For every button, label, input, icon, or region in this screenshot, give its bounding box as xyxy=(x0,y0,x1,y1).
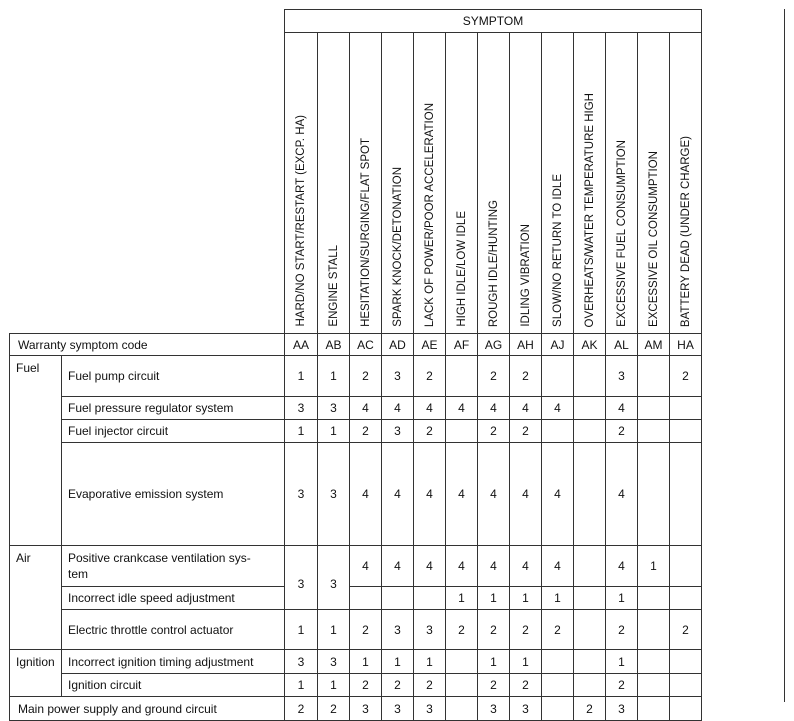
symptom-value-cell xyxy=(638,420,670,443)
symptom-value-cell: 4 xyxy=(446,443,478,546)
category-air: Air xyxy=(10,546,62,650)
symptom-value-cell: 1 xyxy=(285,420,318,443)
symptom-value-cell xyxy=(638,356,670,397)
symptom-value-cell xyxy=(446,356,478,397)
symptom-value-cell: 1 xyxy=(414,650,446,674)
symptom-value-cell xyxy=(670,420,702,443)
warranty-code: AE xyxy=(414,334,446,356)
symptom-value-cell: 2 xyxy=(478,674,510,697)
symptom-value-cell: 4 xyxy=(382,546,414,587)
symptom-value-cell xyxy=(382,587,414,610)
symptom-column-header xyxy=(510,33,542,334)
table-row xyxy=(10,650,702,674)
symptom-value-cell xyxy=(638,397,670,420)
symptom-value-cell: 3 xyxy=(478,697,510,721)
symptom-column-header xyxy=(414,33,446,334)
symptom-value-cell: 2 xyxy=(510,356,542,397)
symptom-column-header xyxy=(318,33,350,334)
row-label: Main power supply and ground circuit xyxy=(10,697,285,721)
symptom-value-cell: 3 xyxy=(382,420,414,443)
symptom-column-header xyxy=(446,33,478,334)
symptom-value-cell: 2 xyxy=(446,610,478,650)
symptom-value-cell: 2 xyxy=(414,674,446,697)
symptom-value-cell: 2 xyxy=(606,674,638,697)
symptom-value-cell: 1 xyxy=(446,587,478,610)
symptom-value-cell: 4 xyxy=(542,397,574,420)
symptom-column-header xyxy=(350,33,382,334)
symptom-value-cell xyxy=(574,674,606,697)
symptom-value-cell: 2 xyxy=(670,610,702,650)
row-label: Fuel pump circuit xyxy=(62,356,285,397)
symptom-value-cell xyxy=(542,650,574,674)
symptom-value-cell xyxy=(574,610,606,650)
symptom-value-cell: 4 xyxy=(478,397,510,420)
symptom-value-cell: 4 xyxy=(382,397,414,420)
warranty-code: AC xyxy=(350,334,382,356)
row-label: Ignition circuit xyxy=(62,674,285,697)
row-label: Fuel injector circuit xyxy=(62,420,285,443)
symptom-value-cell: 2 xyxy=(318,697,350,721)
warranty-code: AF xyxy=(446,334,478,356)
symptom-column-header xyxy=(382,33,414,334)
symptom-value-cell: 2 xyxy=(606,610,638,650)
symptom-value-cell: 1 xyxy=(606,650,638,674)
symptom-value-cell xyxy=(670,397,702,420)
symptom-name: HIGH IDLE/LOW IDLE xyxy=(455,211,468,327)
table-right-rule xyxy=(784,9,785,702)
symptom-value-cell xyxy=(574,356,606,397)
symptom-value-cell: 2 xyxy=(574,697,606,721)
symptom-value-cell: 3 xyxy=(510,697,542,721)
symptom-value-cell xyxy=(638,650,670,674)
symptom-value-cell: 2 xyxy=(350,356,382,397)
symptom-name: HESITATION/SURGING/FLAT SPOT xyxy=(359,138,372,327)
table-row xyxy=(10,397,702,420)
symptom-name: EXCESSIVE FUEL CONSUMPTION xyxy=(615,140,628,327)
symptom-value-cell: 4 xyxy=(542,443,574,546)
warranty-code: AL xyxy=(606,334,638,356)
symptom-value-cell xyxy=(574,443,606,546)
symptom-value-cell xyxy=(638,587,670,610)
table-row xyxy=(10,697,702,721)
symptom-header: SYMPTOM xyxy=(285,10,702,33)
symptom-value-cell xyxy=(670,674,702,697)
symptom-value-cell: 3 xyxy=(382,610,414,650)
symptom-value-cell: 4 xyxy=(606,443,638,546)
symptom-value-cell: 1 xyxy=(478,587,510,610)
symptom-value-cell: 2 xyxy=(478,420,510,443)
symptom-value-cell: 4 xyxy=(414,546,446,587)
symptom-value-cell: 2 xyxy=(414,356,446,397)
symptom-value-cell: 2 xyxy=(478,610,510,650)
symptom-value-cell: 2 xyxy=(350,420,382,443)
symptom-value-cell xyxy=(446,697,478,721)
row-label: Fuel pressure regulator system xyxy=(62,397,285,420)
symptom-value-cell: 3 xyxy=(414,610,446,650)
category-ignition: Ignition xyxy=(10,650,62,697)
symptom-column-header xyxy=(478,33,510,334)
symptom-value-cell: 1 xyxy=(285,674,318,697)
symptom-value-cell xyxy=(350,587,382,610)
table-corner xyxy=(10,10,285,334)
symptom-name: IDLING VIBRATION xyxy=(519,224,532,327)
symptom-name: EXCESSIVE OIL CONSUMPTION xyxy=(647,151,660,327)
symptom-column-header xyxy=(542,33,574,334)
table-row xyxy=(10,546,702,587)
symptom-value-cell: 2 xyxy=(510,674,542,697)
symptom-value-cell: 2 xyxy=(350,674,382,697)
symptom-value-cell: 2 xyxy=(606,420,638,443)
symptom-value-cell xyxy=(574,397,606,420)
symptom-value-cell xyxy=(446,650,478,674)
row-label: Incorrect idle speed adjustment xyxy=(62,587,285,610)
table-row xyxy=(10,443,702,546)
warranty-code: AH xyxy=(510,334,542,356)
symptom-name: SLOW/NO RETURN TO IDLE xyxy=(551,174,564,327)
symptom-value-cell: 4 xyxy=(350,397,382,420)
symptom-value-cell: 1 xyxy=(606,587,638,610)
symptom-value-cell xyxy=(574,587,606,610)
symptom-value-cell: 2 xyxy=(510,610,542,650)
symptom-name: SPARK KNOCK/DETONATION xyxy=(391,167,404,327)
symptom-value-cell xyxy=(638,610,670,650)
symptom-value-cell xyxy=(574,546,606,587)
symptom-value-cell: 1 xyxy=(638,546,670,587)
symptom-value-cell: 4 xyxy=(478,443,510,546)
symptom-value-cell: 3 xyxy=(285,546,318,610)
symptom-value-cell: 4 xyxy=(510,443,542,546)
symptom-name: LACK OF POWER/POOR ACCELERATION xyxy=(423,102,436,327)
symptom-value-cell xyxy=(542,674,574,697)
warranty-code: AB xyxy=(318,334,350,356)
symptom-value-cell xyxy=(670,697,702,721)
symptom-value-cell xyxy=(670,443,702,546)
symptom-value-cell: 3 xyxy=(606,697,638,721)
symptom-value-cell: 1 xyxy=(318,674,350,697)
symptom-value-cell: 1 xyxy=(285,610,318,650)
symptom-column-header xyxy=(638,33,670,334)
category-fuel: Fuel xyxy=(10,356,62,546)
symptom-value-cell: 3 xyxy=(414,697,446,721)
symptom-value-cell: 2 xyxy=(382,674,414,697)
symptom-value-cell xyxy=(574,650,606,674)
symptom-value-cell: 1 xyxy=(478,650,510,674)
symptom-value-cell: 3 xyxy=(285,650,318,674)
symptom-value-cell: 3 xyxy=(382,356,414,397)
symptom-value-cell xyxy=(638,443,670,546)
symptom-value-cell: 2 xyxy=(670,356,702,397)
symptom-value-cell: 1 xyxy=(350,650,382,674)
symptom-value-cell xyxy=(670,546,702,587)
symptom-value-cell: 2 xyxy=(414,420,446,443)
table-row xyxy=(10,356,702,397)
symptom-value-cell xyxy=(446,674,478,697)
symptom-column-header xyxy=(670,33,702,334)
symptom-value-cell: 2 xyxy=(478,356,510,397)
symptom-value-cell: 2 xyxy=(510,420,542,443)
symptom-value-cell: 1 xyxy=(318,610,350,650)
row-label: Electric throttle control actuator xyxy=(62,610,285,650)
symptom-name: ROUGH IDLE/HUNTING xyxy=(487,199,500,327)
symptom-value-cell: 3 xyxy=(606,356,638,397)
symptom-value-cell: 4 xyxy=(478,546,510,587)
row-label-line: Positive crankcase ventilation sys- xyxy=(68,551,251,565)
symptom-name: BATTERY DEAD (UNDER CHARGE) xyxy=(679,135,692,327)
symptom-value-cell: 3 xyxy=(318,397,350,420)
warranty-code-row xyxy=(10,334,702,356)
symptom-name: ENGINE STALL xyxy=(327,245,340,327)
warranty-code: AJ xyxy=(542,334,574,356)
warranty-code: AM xyxy=(638,334,670,356)
symptom-value-cell: 2 xyxy=(350,610,382,650)
warranty-code: HA xyxy=(670,334,702,356)
symptom-value-cell: 3 xyxy=(318,546,350,610)
table-row xyxy=(10,610,702,650)
warranty-code: AA xyxy=(285,334,318,356)
symptom-value-cell xyxy=(638,674,670,697)
table-row xyxy=(10,587,702,610)
symptom-value-cell: 4 xyxy=(446,397,478,420)
symptom-value-cell xyxy=(446,420,478,443)
symptom-value-cell xyxy=(574,420,606,443)
row-label: Incorrect ignition timing adjustment xyxy=(62,650,285,674)
symptom-matrix-table xyxy=(9,9,702,721)
symptom-value-cell xyxy=(542,420,574,443)
row-label xyxy=(62,546,285,587)
symptom-value-cell: 3 xyxy=(350,697,382,721)
symptom-value-cell xyxy=(542,697,574,721)
symptom-column-header xyxy=(606,33,638,334)
symptom-value-cell: 1 xyxy=(318,356,350,397)
symptom-value-cell: 3 xyxy=(318,443,350,546)
symptom-value-cell: 4 xyxy=(446,546,478,587)
symptom-value-cell: 1 xyxy=(542,587,574,610)
row-label: Evaporative emission system xyxy=(62,443,285,546)
symptom-value-cell: 1 xyxy=(382,650,414,674)
symptom-value-cell: 1 xyxy=(510,587,542,610)
symptom-value-cell: 4 xyxy=(350,546,382,587)
symptom-value-cell: 2 xyxy=(285,697,318,721)
symptom-value-cell: 3 xyxy=(318,650,350,674)
symptom-value-cell: 1 xyxy=(318,420,350,443)
symptom-value-cell: 4 xyxy=(606,397,638,420)
symptom-column-header xyxy=(285,33,318,334)
symptom-name: HARD/NO START/RESTART (EXCP. HA) xyxy=(295,115,307,327)
symptom-value-cell: 4 xyxy=(414,443,446,546)
symptom-value-cell: 1 xyxy=(510,650,542,674)
symptom-value-cell xyxy=(638,697,670,721)
symptom-value-cell: 2 xyxy=(542,610,574,650)
symptom-value-cell: 3 xyxy=(285,397,318,420)
symptom-value-cell xyxy=(670,650,702,674)
symptom-value-cell: 4 xyxy=(350,443,382,546)
symptom-value-cell: 4 xyxy=(542,546,574,587)
symptom-value-cell xyxy=(670,587,702,610)
symptom-name: OVERHEATS/WATER TEMPERATURE HIGH xyxy=(583,92,596,327)
symptom-value-cell: 4 xyxy=(510,397,542,420)
symptom-value-cell: 4 xyxy=(510,546,542,587)
symptom-value-cell: 4 xyxy=(382,443,414,546)
table-row xyxy=(10,420,702,443)
symptom-value-cell: 3 xyxy=(285,443,318,546)
table-row xyxy=(10,674,702,697)
row-label-line: tem xyxy=(68,567,89,581)
warranty-code: AG xyxy=(478,334,510,356)
warranty-label: Warranty symptom code xyxy=(10,334,285,356)
symptom-value-cell: 1 xyxy=(285,356,318,397)
symptom-column-header xyxy=(574,33,606,334)
symptom-value-cell xyxy=(542,356,574,397)
symptom-value-cell: 3 xyxy=(382,697,414,721)
symptom-value-cell: 4 xyxy=(606,546,638,587)
warranty-code: AK xyxy=(574,334,606,356)
warranty-code: AD xyxy=(382,334,414,356)
symptom-value-cell: 4 xyxy=(414,397,446,420)
symptom-value-cell xyxy=(414,587,446,610)
